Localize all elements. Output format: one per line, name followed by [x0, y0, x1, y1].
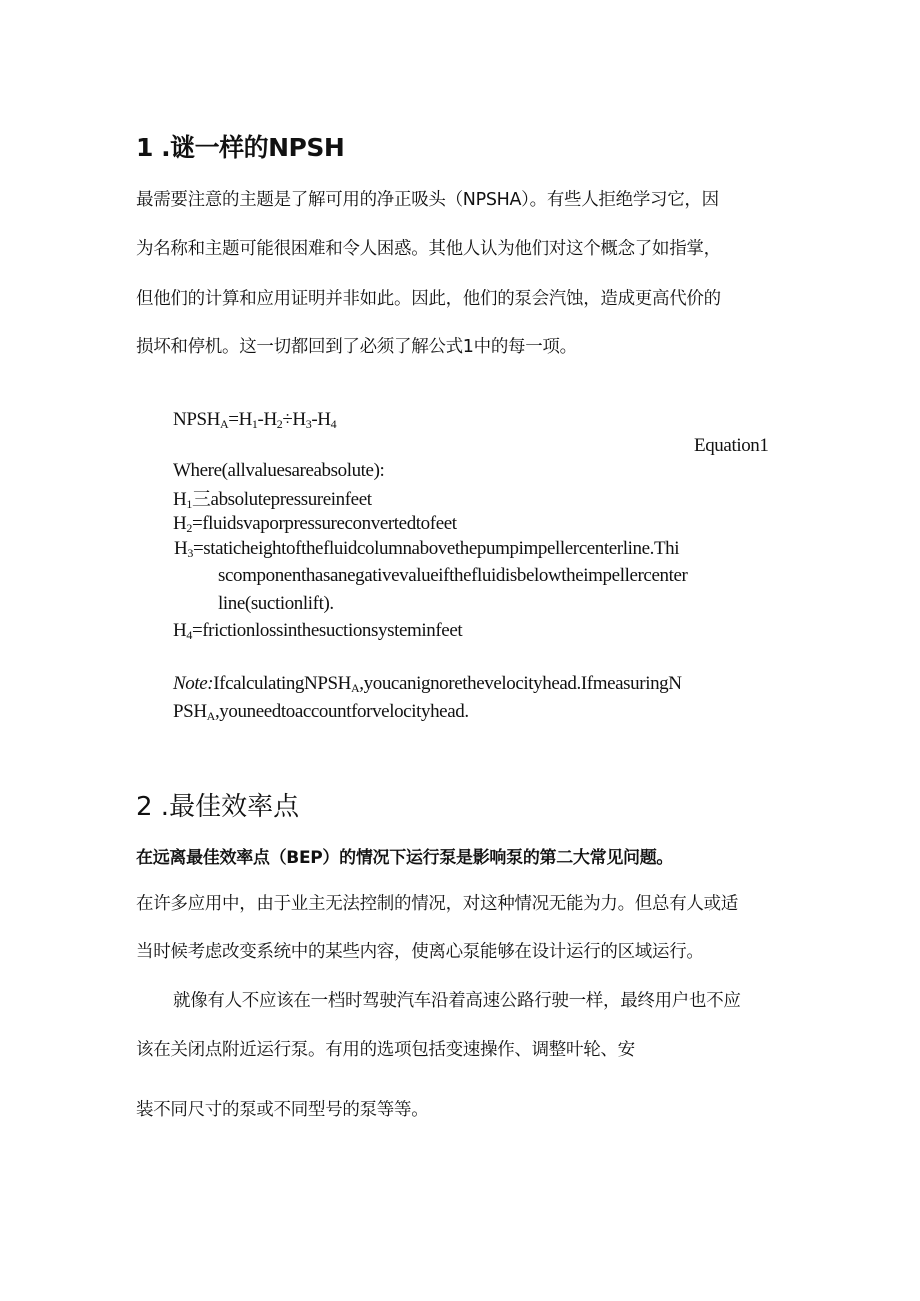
section1-paragraph-line: 为名称和主题可能很困难和令人困惑。其他人认为他们对这个概念了如指掌，	[136, 239, 721, 259]
equation-term-h1: $H_1$三absolutepressureinfeet	[173, 489, 372, 511]
section2-paragraph-line: 该在关闭点附近运行泵。有用的选项包括变速操作、调整叶轮、安	[136, 1040, 635, 1060]
section2-bold-line: 在远离最佳效率点（BEP）的情况下运行泵是影响泵的第二大常见问题。	[136, 848, 674, 868]
section1-heading: 1 .谜一样的NPSH	[136, 133, 345, 162]
equation-term-h3: $H_3=staticheightofthefluidcolumnabovethepumpimpellercenterline.Thi$	[174, 538, 680, 560]
equation-formula: $NPSH_A=H_1-H_2\div H_3-H_4$	[173, 409, 337, 431]
section2-paragraph-line: 就像有人不应该在一档时驾驶汽车沿着高速公路行驶一样，最终用户也不应	[173, 991, 741, 1011]
section1-paragraph-line: 损坏和停机。这一切都回到了必须了解公式1中的每一项。	[136, 337, 577, 357]
section1-paragraph-line: 最需要注意的主题是了解可用的净正吸头（NPSHA）。有些人拒绝学习它，因	[136, 190, 719, 210]
section2-paragraph-line: 当时候考虑改变系统中的某些内容，使离心泵能够在设计运行的区域运行。	[136, 942, 704, 962]
note-line: $PSH_A,youneedtoaccountforvelocityhead$.	[173, 701, 469, 723]
equation-term-h2: $H_2=fluidsvaporpressureconvertedtofeet$	[173, 513, 457, 535]
equation-term-h4: $H_4=frictionlossinthesuctionsysteminfeet$	[173, 620, 463, 642]
equation-term-h3-continued: line(suctionlift).	[218, 593, 334, 614]
section2-heading: 2 .最佳效率点	[136, 792, 300, 822]
section1-paragraph-line: 但他们的计算和应用证明并非如此。因此，他们的泵会汽蚀，造成更高代价的	[136, 289, 721, 309]
equation-where: Where(allvaluesareabsolute):	[173, 460, 385, 481]
section2-paragraph-line: 在许多应用中，由于业主无法控制的情况，对这种情况无能为力。但总有人或适	[136, 894, 738, 914]
section2-paragraph-line: 装不同尺寸的泵或不同型号的泵等等。	[136, 1100, 429, 1120]
note-line: Note:IfcalculatingNPSH$_A$,youcanignorethevelocityhead.IfmeasuringN	[173, 673, 682, 695]
equation-label: Equation1	[694, 435, 769, 456]
equation-term-h3-continued: scomponenthasanegativevalueifthefluidisbelowtheimpellercenter	[218, 565, 688, 586]
